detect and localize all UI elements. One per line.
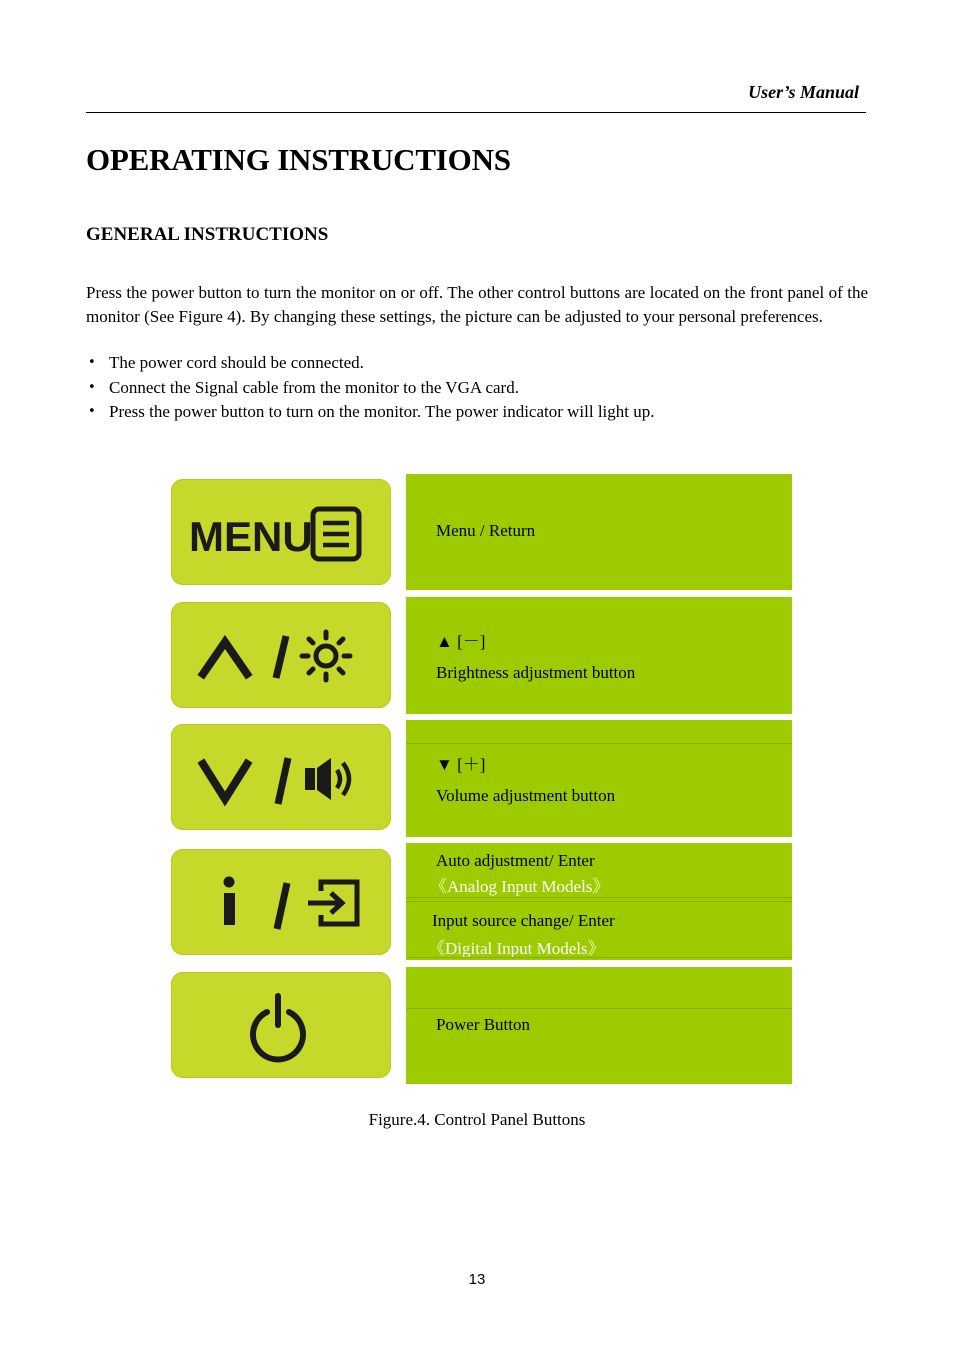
figure-caption: Figure.4. Control Panel Buttons [368,1110,586,1129]
bullet-text: The power cord should be connected. [109,353,364,372]
desc-power [406,967,792,1084]
bullet-dot-icon: • [88,404,96,419]
digital-models-label: 《Digital Input Models》 [428,939,605,958]
bullet-text: Connect the Signal cable from the monitor to the VGA card. [109,377,519,397]
bullet-item [86,400,868,425]
up-brightness-icon [171,602,391,708]
volume-symbol: ▼ [＋] [436,755,486,774]
section-title: GENERAL INSTRUCTIONS [86,224,329,245]
info-input-icon [171,849,391,955]
power-desc-label: Power Button [436,1015,530,1034]
header-title: User’s Manual [748,82,859,102]
menu-label: MENU [189,513,313,560]
divider [406,897,792,898]
bullet-list [86,351,868,425]
power-button[interactable] [171,972,391,1078]
divider [406,957,792,958]
input-source-label: Input source change/ Enter [432,911,615,930]
divider [406,1008,792,1009]
divider [406,743,792,744]
down-volume-icon [171,724,391,830]
info-input-button[interactable] [171,849,391,955]
page-title: OPERATING INSTRUCTIONS [86,142,511,177]
brightness-desc-label: Brightness adjustment button [436,663,636,682]
power-icon [171,972,391,1078]
auto-adjust-label: Auto adjustment/ Enter [436,851,595,870]
desc-info-input [406,843,792,960]
header-rule [86,112,866,113]
up-brightness-button[interactable] [171,602,391,708]
intro-paragraph: Press the power button to turn the monitor on or off. The other control buttons are located on the front panel of the monitor (See Figure 4). By changing these settings, the picture can be adjusted to your personal preferences. [86,283,868,326]
analog-models-label: 《Analog Input Models》 [430,877,610,896]
page-number: 13 [468,1271,486,1288]
bullet-item [86,351,868,376]
divider [406,901,792,902]
volume-desc-label: Volume adjustment button [436,786,616,805]
menu-desc-label: Menu / Return [436,521,536,540]
desc-menu [406,474,792,590]
bullet-dot-icon: • [88,355,96,370]
menu-button[interactable] [171,479,391,585]
down-volume-button[interactable] [171,724,391,830]
desc-brightness [406,597,792,714]
menu-icon [171,479,391,585]
bullet-text: Press the power button to turn on the monitor. The power indicator will light up. [109,402,655,421]
bullet-item [86,376,868,401]
desc-volume [406,720,792,837]
brightness-symbol: ▲ [－] [436,632,486,651]
bullet-dot-icon: • [88,379,96,395]
